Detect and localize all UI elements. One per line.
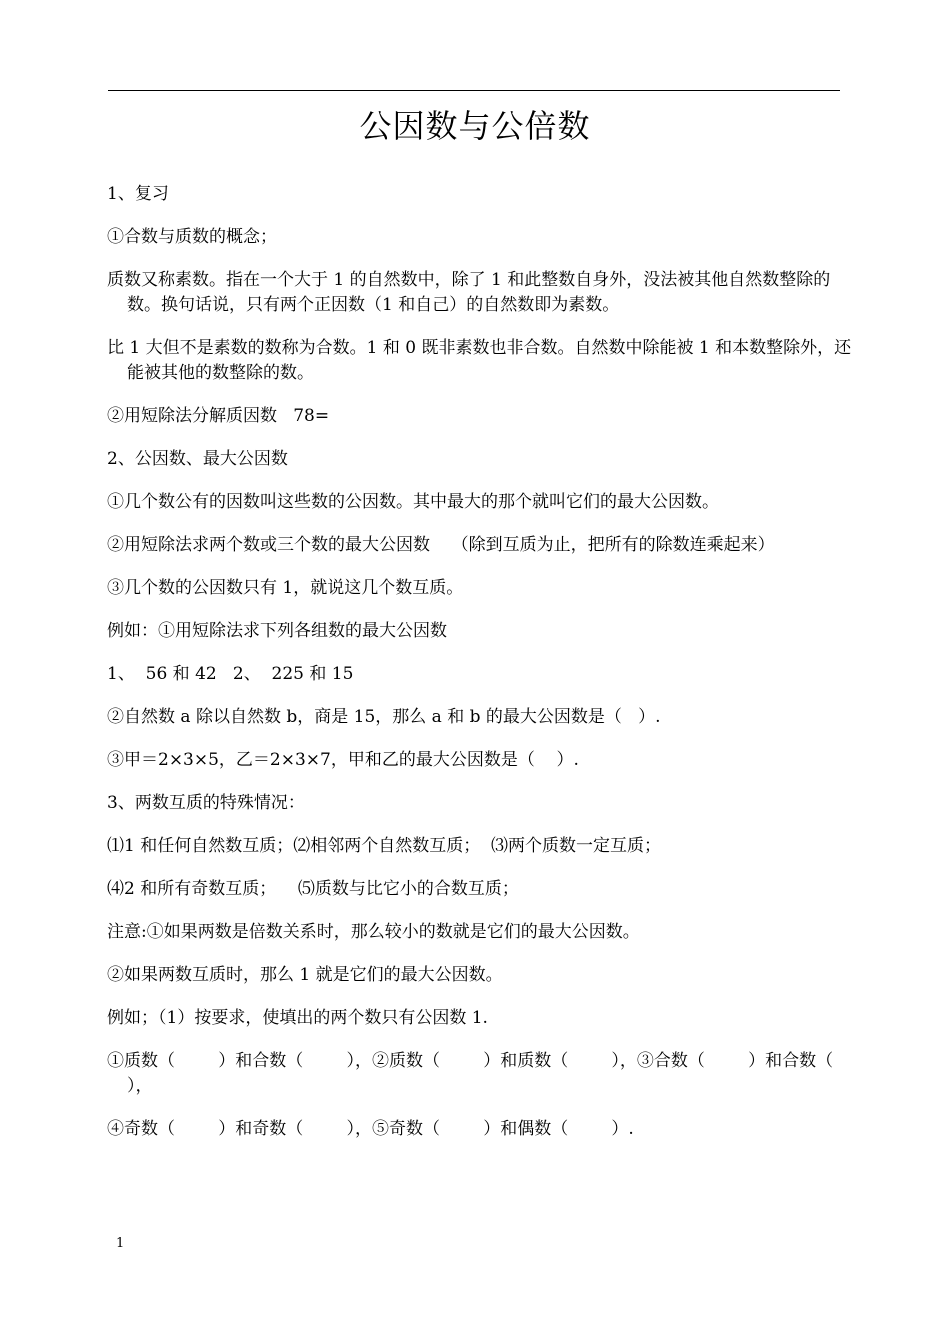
paragraph-example-pairs: 1、 56 和 42 2、 225 和 15 — [107, 664, 354, 684]
paragraph-prime-definition: 质数又称素数。指在一个大于 1 的自然数中，除了 1 和此整数自身外，没法被其他自然数整除的数。换句话说，只有两个正因数（1 和自己）的自然数即为素数。 — [107, 270, 831, 315]
section-heading-coprime-cases: 3、两数互质的特殊情况： — [107, 793, 305, 813]
document-body — [107, 182, 877, 1160]
paragraph-example-quotient: ②自然数 a 除以自然数 b，商是 15，那么 a 和 b 的最大公因数是（ ）. — [107, 707, 661, 727]
page-number: 1 — [116, 1236, 125, 1251]
paragraph-coprime-cases-2: ⑷2 和所有奇数互质； ⑸质数与比它小的合数互质； — [107, 879, 519, 899]
document-title: 公因数与公倍数 — [359, 107, 591, 145]
section-heading-common-factor: 2、公因数、最大公因数 — [107, 449, 288, 469]
paragraph-short-division-factor: ②用短除法分解质因数 78= — [107, 406, 330, 426]
paragraph-common-factor-definition: ①几个数公有的因数叫这些数的公因数。其中最大的那个就叫它们的最大公因数。 — [107, 492, 719, 512]
paragraph-note-coprime: ②如果两数互质时，那么 1 就是它们的最大公因数。 — [107, 965, 503, 985]
top-rule — [108, 90, 840, 91]
paragraph-coprime-cases-1: ⑴1 和任何自然数互质；⑵相邻两个自然数互质； ⑶两个质数一定互质； — [107, 836, 662, 856]
paragraph-short-division-gcd: ②用短除法求两个数或三个数的最大公因数 （除到互质为止，把所有的除数连乘起来） — [107, 535, 775, 555]
paragraph-fill-blanks-1: ①质数（ ）和合数（ ），②质数（ ）和质数（ ），③合数（ ）和合数（ ）， — [107, 1051, 877, 1096]
paragraph-note-multiple: 注意:①如果两数是倍数关系时，那么较小的数就是它们的最大公因数。 — [107, 922, 640, 942]
paragraph-composite-prime-concept: ①合数与质数的概念； — [107, 227, 277, 247]
paragraph-example-products: ③甲＝2×3×5，乙＝2×3×7，甲和乙的最大公因数是（ ）. — [107, 750, 579, 770]
paragraph-composite-definition: 比 1 大但不是素数的数称为合数。1 和 0 既非素数也非合数。自然数中除能被 1 和本数整除外，还能被其他的数整除的数。 — [107, 338, 852, 383]
paragraph-coprime-definition: ③几个数的公因数只有 1，就说这几个数互质。 — [107, 578, 464, 598]
section-heading-review: 1、复习 — [107, 184, 169, 204]
paragraph-example-requirement: 例如；（1）按要求，使填出的两个数只有公因数 1. — [107, 1008, 488, 1028]
paragraph-example-intro: 例如：①用短除法求下列各组数的最大公因数 — [107, 621, 447, 641]
paragraph-fill-blanks-2: ④奇数（ ）和奇数（ ），⑤奇数（ ）和偶数（ ）. — [107, 1119, 634, 1139]
